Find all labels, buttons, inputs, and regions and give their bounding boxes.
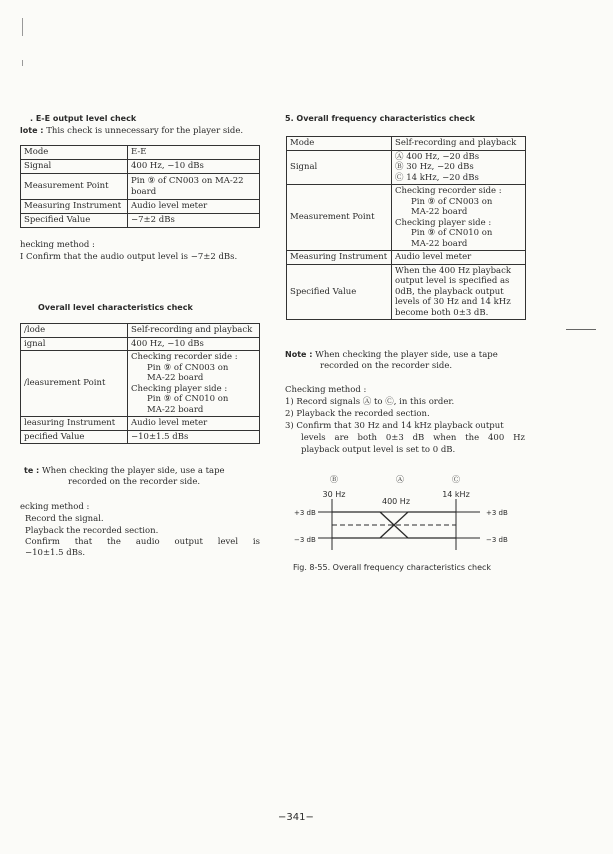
of-mp-line: Pin ⑨ of CN010 on bbox=[411, 228, 493, 238]
ol-mp-label: /leasurement Point bbox=[21, 351, 128, 417]
note-label: Note : bbox=[285, 350, 313, 359]
scan-mark bbox=[22, 18, 23, 36]
ol-method-line: −10±1.5 dBs. bbox=[25, 548, 86, 558]
of-mp-label: Measurement Point bbox=[287, 185, 392, 251]
of-mp-line: MA-22 board bbox=[411, 207, 468, 217]
ee-sv-value: −7±2 dBs bbox=[128, 213, 260, 227]
mark-c: Ⓒ bbox=[452, 475, 460, 484]
note-line-2: recorded on the recorder side. bbox=[320, 361, 453, 371]
ol-mp-line: Checking recorder side : bbox=[131, 352, 238, 362]
of-mode-label: Mode bbox=[287, 137, 392, 151]
of-sv-label: Specified Value bbox=[287, 264, 392, 320]
ee-table bbox=[20, 145, 260, 228]
of-sv-line: output level is specified as bbox=[395, 276, 510, 286]
ol-mp-line: MA-22 board bbox=[147, 404, 204, 415]
ol-section-title: Overall level characteristics check bbox=[38, 303, 193, 312]
ol-mp-line: Checking player side : bbox=[131, 383, 228, 394]
page-number: −341− bbox=[278, 812, 314, 823]
label-14khz: 14 kHz bbox=[442, 490, 470, 499]
ol-mp-line: MA-22 board bbox=[147, 373, 204, 383]
ee-section-title: . E-E output level check bbox=[30, 114, 137, 123]
method-line: 2) Playback the recorded section. bbox=[285, 409, 430, 419]
ee-note-text: This check is unnecessary for the player side. bbox=[46, 126, 244, 136]
ee-note-label: lote : bbox=[20, 126, 44, 135]
ee-method-title: hecking method : bbox=[20, 240, 95, 250]
ee-mi-label: Measuring Instrument bbox=[21, 200, 128, 214]
method-line: levels are both 0±3 dB when the 400 Hz bbox=[301, 433, 525, 443]
of-mode-value: Self-recording and playback bbox=[392, 137, 526, 151]
figure-caption: Fig. 8-55. Overall frequency characteristics check bbox=[293, 563, 492, 572]
ee-sv-label: Specified Value bbox=[21, 213, 128, 227]
of-signal-value bbox=[392, 150, 526, 185]
ol-mode-label: /lode bbox=[21, 324, 128, 338]
ee-signal-value: 400 Hz, −10 dBs bbox=[128, 160, 260, 174]
of-mp-line: Pin ⑨ of CN003 on bbox=[411, 196, 493, 207]
ee-signal-label: Signal bbox=[21, 160, 128, 174]
ol-sv-label: pecified Value bbox=[21, 430, 128, 444]
ol-method-line: Record the signal. bbox=[25, 514, 104, 524]
mark-b: Ⓑ bbox=[330, 475, 338, 484]
ol-mp-value bbox=[128, 351, 260, 417]
ol-table bbox=[20, 323, 260, 444]
label-plus3-left: +3 dB bbox=[294, 509, 316, 517]
ee-mode-label: Mode bbox=[21, 146, 128, 160]
of-sv-value bbox=[392, 264, 526, 320]
scan-mark bbox=[566, 329, 596, 330]
of-table bbox=[286, 136, 526, 320]
method-line: 1) Record signals Ⓐ to Ⓒ, in this order. bbox=[285, 397, 455, 407]
of-mp-line: MA-22 board bbox=[411, 238, 468, 249]
label-400hz: 400 Hz bbox=[381, 497, 411, 506]
method-title: Checking method : bbox=[285, 385, 367, 395]
ol-mp-line: Pin ⑨ of CN010 on bbox=[147, 394, 229, 404]
label-plus3-right: +3 dB bbox=[486, 509, 508, 517]
mark-a: Ⓐ bbox=[396, 475, 404, 484]
ol-signal-value: 400 Hz, −10 dBs bbox=[128, 337, 260, 351]
of-mp-line: Checking player side : bbox=[395, 217, 492, 228]
of-sv-line: When the 400 Hz playback bbox=[395, 265, 512, 276]
of-signal-line: Ⓒ 14 kHz, −20 dBs bbox=[395, 172, 479, 183]
of-mi-value: Audio level meter bbox=[392, 251, 526, 265]
ol-method-line: Playback the recorded section. bbox=[25, 526, 159, 536]
ee-method-step-1: I Confirm that the audio output level is −7±2 dBs. bbox=[20, 252, 238, 262]
ol-method-title: ecking method : bbox=[20, 502, 90, 512]
of-sv-line: 0dB, the playback output bbox=[395, 286, 504, 297]
ol-mode-value: Self-recording and playback bbox=[128, 324, 260, 338]
of-sv-line: become both 0±3 dB. bbox=[395, 307, 489, 318]
ol-mi-value: Audio level meter bbox=[128, 417, 260, 431]
method-line: playback output level is set to 0 dB. bbox=[301, 445, 456, 455]
ol-note-line-2: recorded on the recorder side. bbox=[68, 477, 201, 487]
of-section-title: 5. Overall frequency characteristics check bbox=[285, 114, 475, 123]
of-signal-line: Ⓐ 400 Hz, −20 dBs bbox=[395, 151, 480, 162]
ol-mi-label: leasuring Instrument bbox=[21, 417, 128, 431]
ee-mi-value: Audio level meter bbox=[128, 200, 260, 214]
label-minus3-right: −3 dB bbox=[486, 536, 508, 544]
of-sv-line: levels of 30 Hz and 14 kHz bbox=[395, 297, 511, 307]
of-mp-line: Checking recorder side : bbox=[395, 186, 502, 196]
method-line: 3) Confirm that 30 Hz and 14 kHz playback output bbox=[285, 421, 504, 431]
label-minus3-left: −3 dB bbox=[294, 536, 316, 544]
ee-mode-value: E-E bbox=[128, 146, 260, 160]
ol-method-line: Confirm that the audio output level is bbox=[25, 537, 260, 547]
note-line-1: When checking the player side, use a tape bbox=[315, 350, 498, 360]
label-30hz: 30 Hz bbox=[322, 490, 346, 499]
of-signal-line: Ⓑ 30 Hz, −20 dBs bbox=[395, 162, 474, 172]
ol-mp-line: Pin ⑨ of CN003 on bbox=[147, 362, 229, 373]
of-mi-label: Measuring Instrument bbox=[287, 251, 392, 265]
ol-sv-value: −10±1.5 dBs bbox=[128, 430, 260, 444]
scan-mark bbox=[22, 60, 23, 66]
ol-signal-label: ignal bbox=[21, 337, 128, 351]
of-mp-value bbox=[392, 185, 526, 251]
ol-note-label: te : bbox=[24, 466, 40, 475]
ee-mp-label: Measurement Point bbox=[21, 174, 128, 200]
frequency-chart bbox=[290, 470, 540, 575]
of-signal-label: Signal bbox=[287, 150, 392, 185]
ol-note-line-1: When checking the player side, use a tape bbox=[41, 466, 225, 476]
ee-mp-value: Pin ⑨ of CN003 on MA-22 board bbox=[128, 174, 260, 200]
